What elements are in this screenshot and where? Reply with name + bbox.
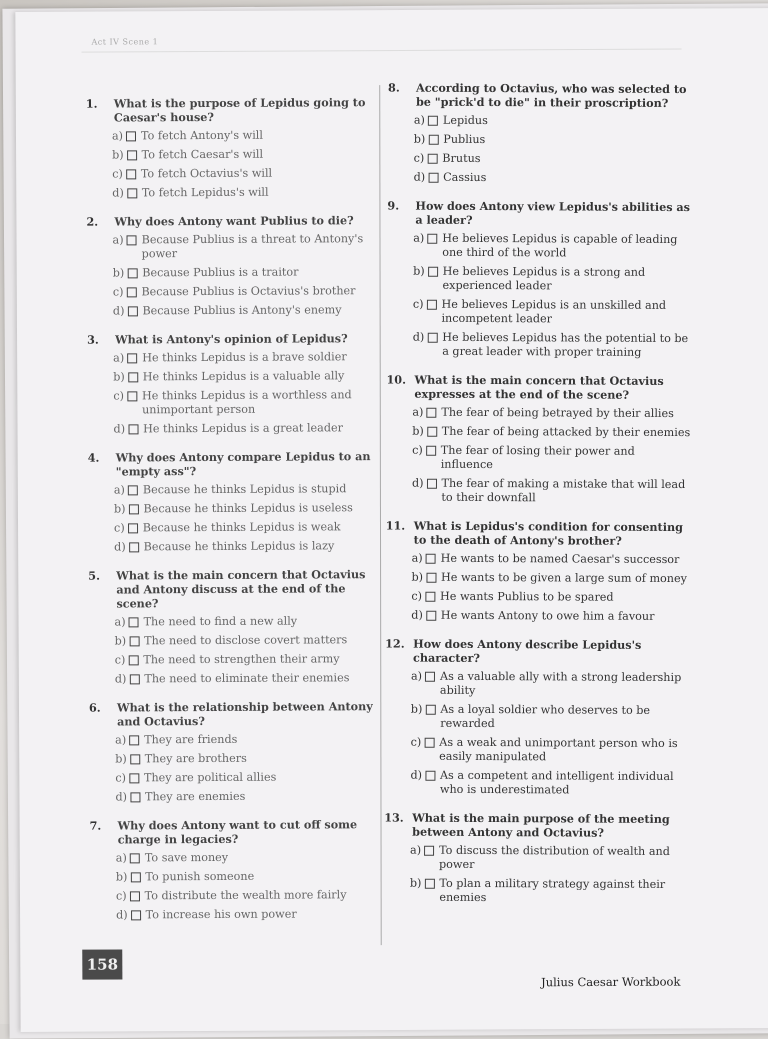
answer-option [113, 369, 381, 384]
checkbox-icon[interactable] [127, 353, 137, 363]
option-letter: b) [112, 148, 124, 162]
answer-option [113, 284, 381, 299]
option-letter: d) [413, 170, 426, 184]
answer-option [410, 844, 688, 873]
question [82, 567, 383, 687]
option-text: To increase his own power [145, 907, 297, 922]
answer-option [116, 907, 384, 922]
option-letter: c) [112, 285, 124, 299]
checkbox-icon[interactable] [426, 573, 436, 583]
question-number: 5. [88, 568, 101, 583]
option-text: He thinks Lepidus is a valuable ally [142, 369, 345, 384]
option-text: As a valuable ally with a strong leadership ability [439, 669, 682, 697]
checkbox-icon[interactable] [126, 131, 136, 141]
answer-option [114, 539, 382, 554]
option-letter: a) [112, 233, 124, 247]
checkbox-icon[interactable] [127, 391, 137, 401]
option-letter: d) [114, 672, 127, 686]
option-letter: c) [411, 589, 423, 603]
answer-option [412, 406, 690, 421]
answer-option [413, 232, 691, 261]
answer-option [112, 232, 380, 261]
answer-option [112, 166, 380, 181]
question-number: 9. [387, 198, 400, 213]
question-number: 10. [386, 372, 407, 387]
question-text: What is the main concern that Octavius and Antony discuss at the end of the scene? [116, 567, 366, 611]
answer-option [411, 609, 689, 624]
checkbox-icon[interactable] [428, 116, 438, 126]
option-letter: c) [410, 735, 422, 749]
option-text: They are brothers [144, 751, 247, 766]
question-number: 3. [87, 332, 99, 347]
answer-option [114, 520, 382, 535]
checkbox-icon[interactable] [127, 235, 137, 245]
header-rule [82, 49, 682, 53]
question-text: What is the main purpose of the meeting between Antony and Octavius? [412, 810, 670, 840]
answer-option [113, 265, 381, 280]
option-text: Because he thinks Lepidus is lazy [143, 539, 335, 554]
question-header [80, 95, 380, 125]
checkbox-icon[interactable] [131, 910, 141, 920]
option-letter: a) [113, 351, 125, 365]
question-number: 4. [87, 450, 100, 465]
question-text: Why does Antony compare Lepidus to an "empty ass"? [115, 449, 371, 479]
option-letter: b) [412, 424, 424, 438]
option-text: As a competent and intelligent individual who is underestimated [439, 768, 674, 797]
option-letter: b) [114, 634, 127, 648]
option-text: He wants Antony to owe him a favour [440, 608, 655, 623]
option-letter: c) [412, 297, 424, 311]
answer-option [413, 331, 691, 360]
option-letter: b) [112, 266, 125, 280]
option-text: The fear of losing their power and influence [440, 443, 635, 472]
option-text: To discuss the distribution of wealth and power [439, 843, 670, 871]
checkbox-icon[interactable] [129, 617, 139, 627]
answer-option [116, 869, 384, 884]
option-text: To fetch Caesar's will [141, 147, 264, 162]
question [83, 699, 384, 805]
answer-option [114, 501, 382, 516]
option-text: To save money [144, 850, 229, 865]
option-text: He wants Publius to be spared [440, 589, 614, 604]
checkbox-icon[interactable] [426, 554, 436, 564]
option-text: To plan a military strategy against their enemies [439, 876, 666, 905]
option-letter: a) [413, 113, 425, 127]
option-text: He believes Lepidus has the potential to be a great leader with proper training [442, 330, 689, 359]
answer-option [413, 265, 691, 294]
answer-option [114, 614, 382, 629]
option-text: As a weak and unimportant person who is easily manipulated [439, 735, 678, 764]
left-column [80, 95, 384, 937]
question-text: What is Lepidus's condition for consenting to the death of Antony's brother? [413, 518, 683, 548]
question [379, 518, 690, 624]
question-text: What is the main concern that Octavius expresses at the end of the scene? [414, 372, 664, 402]
option-letter: a) [411, 551, 423, 565]
footer-title: Julius Caesar Workbook [541, 974, 681, 990]
checkbox-icon[interactable] [128, 504, 138, 514]
question-number: 11. [385, 518, 406, 533]
answer-option [113, 303, 381, 318]
answer-option [115, 671, 383, 686]
checkbox-icon[interactable] [426, 446, 436, 456]
checkbox-icon[interactable] [128, 655, 138, 665]
question-number: 13. [384, 810, 404, 825]
checkbox-icon[interactable] [128, 372, 138, 382]
option-letter: c) [114, 653, 126, 667]
question-header [82, 449, 382, 479]
answer-option [411, 703, 689, 732]
page-number: 158 [82, 949, 122, 979]
option-letter: d) [411, 476, 424, 490]
checkbox-icon[interactable] [425, 705, 435, 715]
option-letter: b) [115, 870, 128, 884]
answer-option [116, 850, 384, 865]
question [378, 810, 688, 906]
question [380, 372, 691, 506]
question-header [81, 331, 381, 347]
checkbox-icon[interactable] [127, 150, 137, 160]
option-text: Cassius [443, 170, 487, 185]
option-letter: b) [413, 264, 425, 278]
option-letter: b) [113, 502, 126, 516]
question [382, 80, 693, 186]
option-letter: a) [412, 405, 424, 419]
option-letter: a) [410, 669, 423, 683]
option-text: He wants to be given a large sum of money [440, 570, 688, 586]
option-letter: a) [111, 129, 124, 143]
option-text: Because Publius is a traitor [142, 265, 299, 280]
question [378, 636, 689, 798]
option-text: He believes Lepidus is capable of leading one third of the world [442, 231, 678, 260]
checkbox-icon[interactable] [428, 267, 438, 277]
option-text: The need to strengthen their army [143, 652, 340, 667]
answer-option [113, 350, 381, 365]
checkbox-icon[interactable] [129, 636, 139, 646]
option-letter: c) [412, 443, 423, 457]
option-text: He believes Lepidus is an unskilled and incompetent leader [441, 297, 667, 326]
question-header [84, 817, 384, 847]
option-letter: a) [113, 483, 125, 497]
option-letter: a) [115, 733, 127, 747]
answer-option [411, 571, 689, 586]
option-letter: d) [112, 186, 124, 200]
question-number: 12. [385, 636, 405, 651]
checkbox-icon[interactable] [128, 523, 138, 533]
question [81, 331, 382, 437]
answer-option [113, 421, 381, 436]
page-header: Act IV Scene 1 [91, 37, 159, 47]
option-text: He wants to be named Caesar's successor [440, 551, 680, 567]
answer-option [414, 171, 692, 186]
option-letter: d) [112, 304, 125, 318]
question-text: According to Octavius, who was selected to be "prick'd to die" in their proscription? [415, 80, 687, 110]
question [80, 95, 381, 201]
checkbox-icon[interactable] [129, 542, 139, 552]
option-letter: b) [409, 876, 422, 890]
answer-option [412, 444, 690, 473]
option-letter: a) [410, 843, 422, 857]
checkbox-icon[interactable] [427, 300, 437, 310]
question-number: 7. [89, 818, 102, 833]
option-text: To punish someone [145, 869, 255, 884]
answer-option [414, 133, 692, 148]
question-header [83, 699, 383, 729]
checkbox-icon[interactable] [129, 735, 139, 745]
answer-option [115, 633, 383, 648]
question-header [380, 518, 690, 548]
option-letter: a) [114, 615, 126, 629]
option-letter: c) [413, 151, 425, 165]
checkbox-icon[interactable] [427, 333, 437, 343]
question-header [378, 810, 688, 840]
answer-option [413, 298, 691, 327]
checkbox-icon[interactable] [428, 135, 438, 145]
option-text: He thinks Lepidus is a great leader [143, 421, 343, 436]
answer-option [115, 789, 383, 804]
option-text: They are political allies [143, 770, 277, 785]
checkbox-icon[interactable] [425, 592, 435, 602]
checkbox-icon[interactable] [130, 872, 140, 882]
question-text: Why does Antony want Publius to die? [114, 213, 354, 229]
checkbox-icon[interactable] [127, 306, 137, 316]
checkbox-icon[interactable] [424, 738, 434, 748]
answer-option [410, 769, 688, 798]
question [80, 213, 381, 319]
answer-option [411, 736, 689, 765]
option-letter: a) [413, 231, 425, 245]
answer-option [412, 552, 690, 567]
checkbox-icon[interactable] [425, 672, 435, 682]
answer-option [411, 670, 689, 699]
option-text: The fear of being attacked by their enemies [441, 424, 691, 440]
question-number: 1. [85, 96, 98, 111]
checkbox-icon[interactable] [426, 479, 436, 489]
checkbox-icon[interactable] [426, 408, 436, 418]
option-text: Because he thinks Lepidus is useless [143, 501, 353, 516]
option-text: Because Publius is Antony's enemy [142, 303, 342, 318]
question [84, 817, 385, 923]
answer-option [412, 425, 690, 440]
checkbox-icon[interactable] [127, 268, 137, 278]
option-letter: c) [114, 521, 125, 535]
checkbox-icon[interactable] [424, 879, 434, 889]
checkbox-icon[interactable] [129, 773, 139, 783]
answer-option [112, 128, 380, 143]
option-text: To fetch Octavius's will [140, 166, 273, 181]
checkbox-icon[interactable] [129, 674, 139, 684]
workbook-page [15, 8, 768, 1032]
question-text: How does Antony describe Lepidus's character? [413, 636, 642, 665]
answer-option [412, 477, 690, 506]
option-letter: d) [115, 790, 128, 804]
right-column [378, 80, 692, 920]
question-header [382, 80, 692, 110]
option-letter: c) [112, 167, 123, 181]
answer-option [411, 590, 689, 605]
checkbox-icon[interactable] [428, 173, 438, 183]
option-text: As a loyal soldier who deserves to be rewarded [440, 702, 651, 731]
question-header [82, 567, 382, 611]
answer-option [112, 185, 380, 200]
option-text: The need to eliminate their enemies [144, 671, 350, 686]
option-text: He thinks Lepidus is a worthless and unimportant person [141, 388, 352, 417]
option-text: Because Publius is Octavius's brother [141, 284, 356, 299]
option-text: The need to find a new ally [143, 614, 298, 629]
question-number: 6. [88, 700, 101, 715]
checkbox-icon[interactable] [130, 891, 140, 901]
option-letter: d) [113, 422, 126, 436]
question-header [80, 213, 380, 229]
option-text: Brutus [442, 151, 481, 165]
answer-option [115, 732, 383, 747]
question-header [381, 198, 691, 228]
checkbox-icon[interactable] [130, 853, 140, 863]
option-text: Because Publius is a threat to Antony's power [141, 232, 364, 261]
option-text: Lepidus [442, 113, 488, 128]
option-letter: b) [115, 752, 127, 766]
checkbox-icon[interactable] [130, 754, 140, 764]
option-letter: d) [410, 768, 423, 782]
checkbox-icon[interactable] [427, 427, 437, 437]
answer-option [414, 152, 692, 167]
option-letter: c) [113, 389, 125, 403]
question-text: Why does Antony want to cut off some charge in legacies? [117, 817, 358, 847]
checkbox-icon[interactable] [127, 188, 137, 198]
checkbox-icon[interactable] [424, 846, 434, 856]
checkbox-icon[interactable] [126, 169, 136, 179]
option-letter: d) [114, 540, 126, 554]
option-text: He thinks Lepidus is a brave soldier [142, 350, 347, 365]
question [381, 198, 692, 360]
option-text: Publius [443, 132, 486, 147]
option-letter: c) [115, 771, 127, 785]
option-letter: d) [412, 330, 425, 344]
answer-option [115, 770, 383, 785]
option-letter: b) [410, 702, 423, 716]
checkbox-icon[interactable] [128, 424, 138, 434]
checkbox-icon[interactable] [128, 485, 138, 495]
answer-option [116, 888, 384, 903]
option-letter: b) [113, 370, 125, 384]
answer-option [115, 751, 383, 766]
answer-option [112, 147, 380, 162]
option-text: Because he thinks Lepidus is stupid [142, 482, 347, 497]
checkbox-icon[interactable] [426, 611, 436, 621]
question-text: How does Antony view Lepidus's abilities as a leader? [415, 198, 691, 227]
option-text: The need to disclose covert matters [144, 633, 348, 648]
checkbox-icon[interactable] [130, 792, 140, 802]
question-text: What is the purpose of Lepidus going to Caesar's house? [113, 95, 366, 125]
option-letter: b) [411, 570, 424, 584]
option-text: To fetch Antony's will [140, 128, 263, 143]
question-text: What is the relationship between Antony and Octavius? [116, 699, 373, 729]
option-letter: a) [115, 851, 127, 865]
option-letter: d) [116, 908, 128, 922]
option-letter: b) [413, 132, 426, 146]
option-text: The fear of being betrayed by their allies [441, 405, 674, 421]
option-text: He believes Lepidus is a strong and experienced leader [442, 264, 646, 293]
answer-option [114, 482, 382, 497]
checkbox-icon[interactable] [126, 287, 136, 297]
checkbox-icon[interactable] [427, 234, 437, 244]
option-text: The fear of making a mistake that will lead to their downfall [441, 476, 686, 505]
question-header [380, 372, 690, 402]
checkbox-icon[interactable] [427, 154, 437, 164]
option-text: They are enemies [144, 789, 246, 804]
answer-option [410, 877, 688, 906]
option-text: To fetch Lepidus's will [141, 185, 269, 200]
question-number: 8. [388, 80, 400, 95]
option-letter: c) [115, 889, 127, 903]
question [82, 449, 383, 555]
question-text: What is Antony's opinion of Lepidus? [115, 331, 348, 347]
option-letter: d) [411, 608, 423, 622]
checkbox-icon[interactable] [425, 771, 435, 781]
question-number: 2. [86, 214, 99, 229]
option-text: They are friends [144, 732, 238, 747]
question-header [379, 636, 689, 666]
answer-option [113, 388, 381, 417]
option-text: Because he thinks Lepidus is weak [142, 520, 341, 535]
answer-option [115, 652, 383, 667]
option-text: To distribute the wealth more fairly [144, 888, 347, 903]
answer-option [414, 114, 692, 129]
